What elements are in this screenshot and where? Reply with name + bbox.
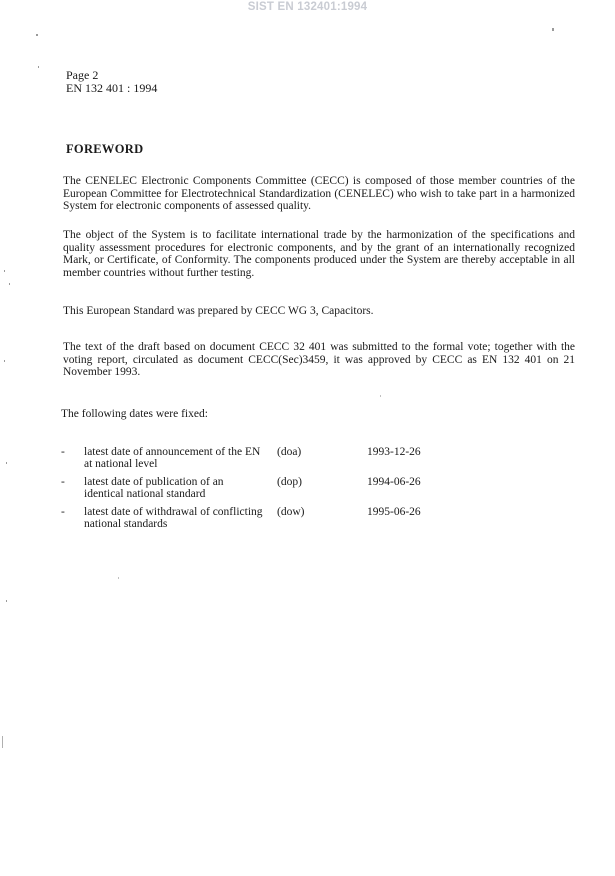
- watermark: SIST EN 132401:1994: [247, 1, 368, 13]
- list-bullet: -: [61, 506, 65, 518]
- list-bullet: -: [61, 476, 65, 488]
- paragraph-cecc-composition: The CENELEC Electronic Components Committee (CECC) is composed of those member countries of the European Committee for Electrotechnical Standardization (CENELEC) who wish to take part in a harmonized System for electronic components of assessed quality.: [63, 175, 575, 213]
- page-number: Page 2: [66, 68, 99, 82]
- page-header: [66, 69, 157, 95]
- standard-number: EN 132 401 : 1994: [66, 81, 158, 95]
- paragraph-system-object: The object of the System is to facilitate international trade by the harmonization of the specifications and quality assessment procedures for electronic components, and by the grant of an internationally recognized Mark, or Certificate, of Conformity. The components produced under the System are thereby acceptable in all member countries without further testing.: [63, 229, 575, 279]
- date-description: latest date of announcement of the EN at national level: [84, 446, 261, 470]
- scan-speck: [4, 270, 5, 272]
- date-value: 1994-06-26: [367, 476, 421, 488]
- date-row-dop: [61, 476, 481, 506]
- scan-speck: [380, 395, 381, 397]
- date-code: (dop): [277, 476, 302, 488]
- scan-speck: [6, 600, 7, 602]
- list-bullet: -: [61, 446, 65, 458]
- scan-speck: [6, 462, 7, 464]
- dates-list: [61, 446, 481, 536]
- scan-speck: [2, 736, 3, 748]
- scan-speck: [552, 28, 554, 31]
- scan-speck: [36, 34, 38, 36]
- date-row-doa: [61, 446, 481, 476]
- date-description: latest date of publication of an identical national standard: [84, 476, 224, 500]
- scan-speck: [9, 283, 10, 285]
- scan-speck: [118, 577, 119, 579]
- paragraph-draft-approval: The text of the draft based on document CECC 32 401 was submitted to the formal vote; together with the voting report, circulated as document CECC(Sec)3459, it was approved by CECC as EN 132 401 on 21 November 1993.: [63, 341, 575, 379]
- date-description: latest date of withdrawal of conflicting national standards: [84, 506, 263, 530]
- scan-speck: [38, 66, 39, 68]
- paragraph-dates-intro: The following dates were fixed:: [61, 408, 208, 420]
- date-code: (doa): [277, 446, 302, 458]
- date-value: 1993-12-26: [367, 446, 421, 458]
- date-code: (dow): [277, 506, 305, 518]
- date-row-dow: [61, 506, 481, 536]
- paragraph-prepared-by: This European Standard was prepared by CECC WG 3, Capacitors.: [63, 305, 374, 317]
- foreword-heading: FOREWORD: [66, 142, 144, 156]
- date-value: 1995-06-26: [367, 506, 421, 518]
- scan-speck: [4, 360, 5, 362]
